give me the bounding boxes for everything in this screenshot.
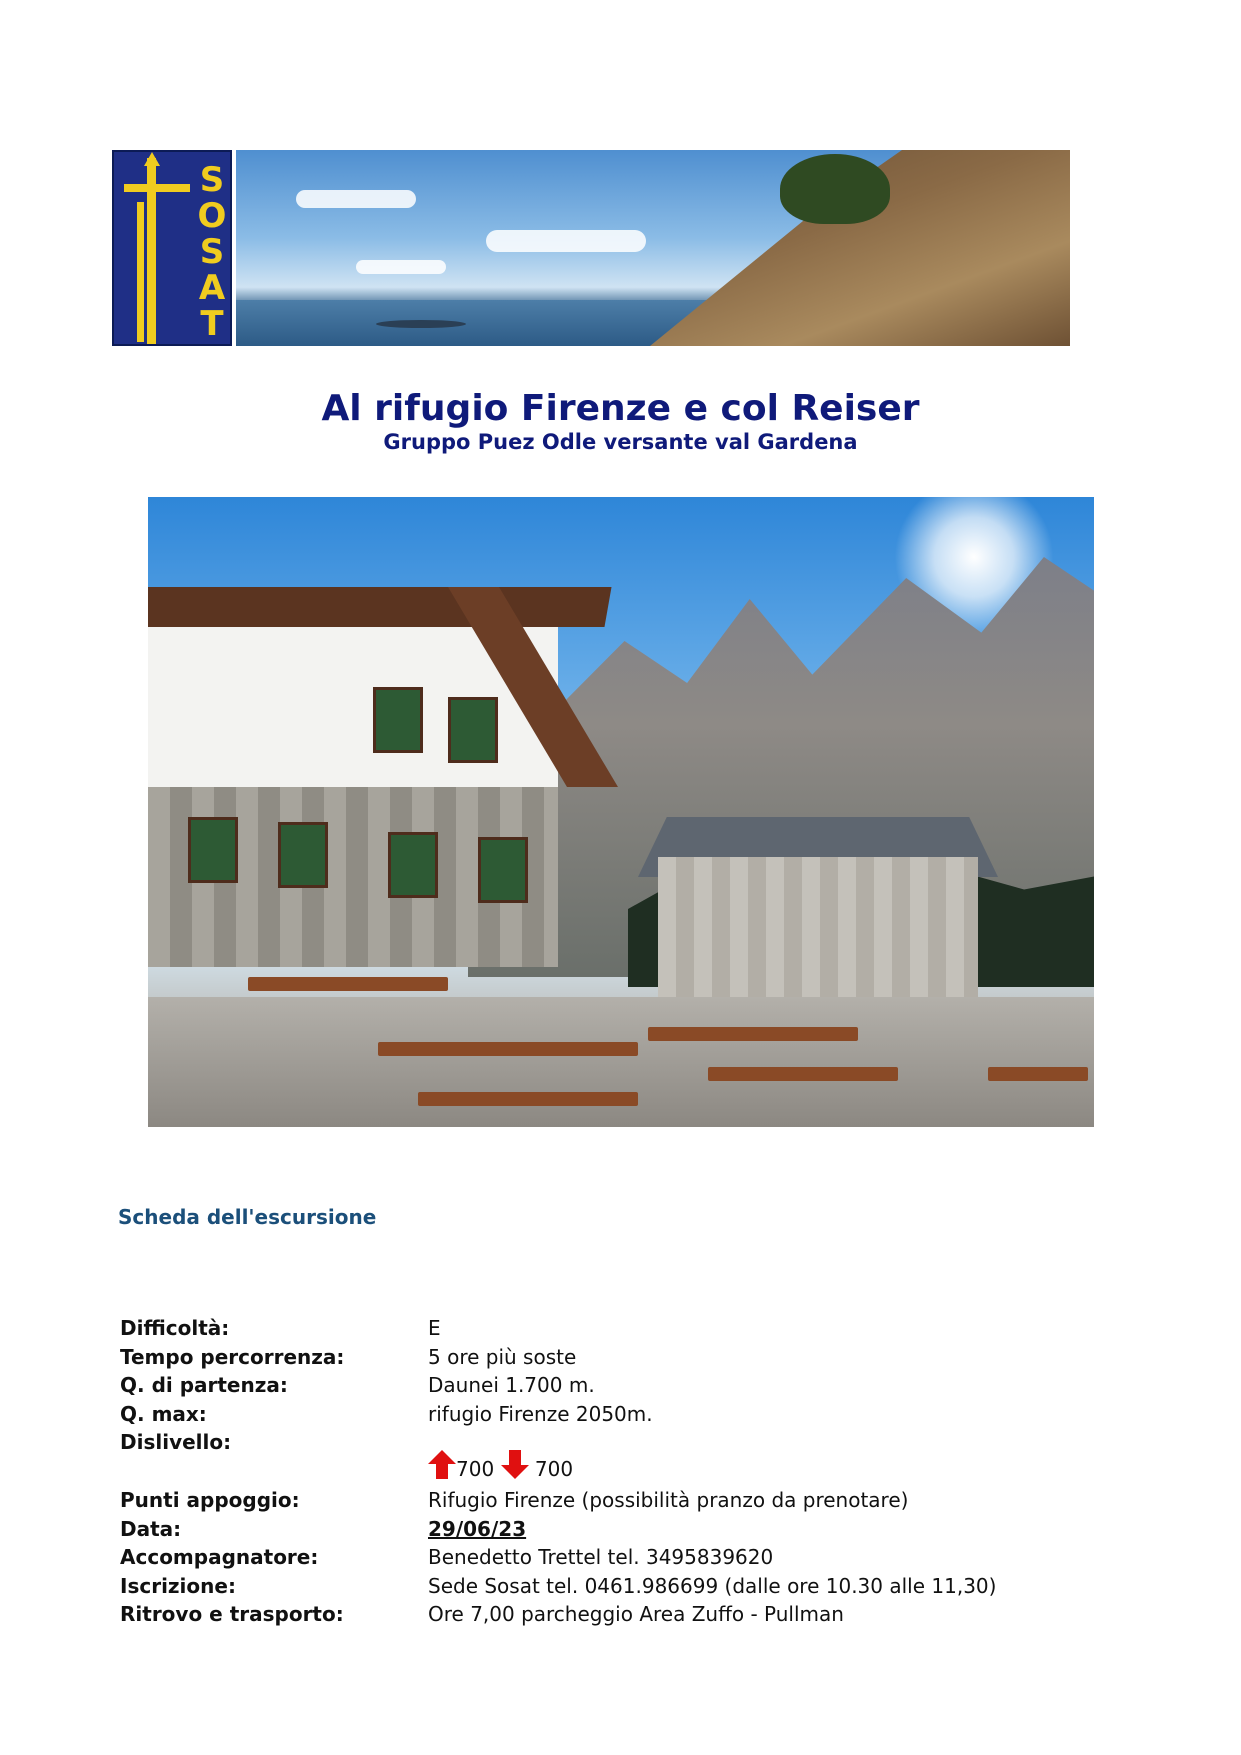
hut-roof bbox=[148, 587, 612, 627]
detail-row-accompagnatore bbox=[120, 1543, 1120, 1572]
detail-label: Difficoltà: bbox=[120, 1316, 230, 1340]
window bbox=[448, 697, 498, 763]
detail-value: 5 ore più soste bbox=[428, 1344, 577, 1369]
ice-axe-shaft-secondary bbox=[137, 202, 144, 342]
header-banner-photo bbox=[236, 150, 1070, 346]
bench bbox=[418, 1092, 638, 1106]
window bbox=[388, 832, 438, 898]
logo-letter: A bbox=[198, 268, 226, 308]
window bbox=[373, 687, 423, 753]
window bbox=[478, 837, 528, 903]
page-subtitle: Gruppo Puez Odle versante val Gardena bbox=[383, 430, 858, 454]
ice-axe-head bbox=[124, 184, 190, 192]
detail-value: Ore 7,00 parcheggio Area Zuffo - Pullman bbox=[428, 1602, 844, 1626]
window bbox=[188, 817, 238, 883]
detail-label: Tempo percorrenza: bbox=[120, 1344, 345, 1369]
cloud bbox=[486, 230, 646, 252]
detail-row-data bbox=[120, 1515, 1120, 1544]
cloud bbox=[356, 260, 446, 274]
logo-letters bbox=[194, 162, 230, 342]
detail-label: Dislivello: bbox=[120, 1430, 232, 1454]
ascent-value: 700 bbox=[456, 1457, 495, 1481]
detail-label: Ritrovo e trasporto: bbox=[120, 1602, 344, 1626]
detail-row-iscrizione bbox=[120, 1572, 1120, 1601]
detail-row-partenza bbox=[120, 1371, 1120, 1400]
detail-value: Sede Sosat tel. 0461.986699 (dalle ore 10.30 alle 11,30) bbox=[428, 1573, 997, 1598]
detail-label: Q. di partenza: bbox=[120, 1373, 288, 1397]
detail-row-max bbox=[120, 1400, 1120, 1429]
section-heading: Scheda dell'escursione bbox=[118, 1205, 377, 1229]
bench bbox=[378, 1042, 638, 1056]
bench bbox=[648, 1027, 858, 1041]
bench bbox=[708, 1067, 898, 1081]
arrow-up-icon bbox=[428, 1450, 456, 1480]
bench bbox=[248, 977, 448, 991]
detail-value: Rifugio Firenze (possibilità pranzo da prenotare) bbox=[428, 1488, 909, 1512]
window bbox=[278, 822, 328, 888]
detail-value: E bbox=[428, 1316, 441, 1340]
detail-label: Iscrizione: bbox=[120, 1573, 236, 1598]
elevation-gain bbox=[428, 1450, 573, 1483]
detail-value: Daunei 1.700 m. bbox=[428, 1373, 595, 1397]
island bbox=[376, 320, 466, 328]
detail-label: Q. max: bbox=[120, 1401, 207, 1426]
page-title: Al rifugio Firenze e col Reiser bbox=[321, 388, 920, 429]
excursion-details bbox=[120, 1314, 1120, 1629]
detail-label: Data: bbox=[120, 1516, 182, 1541]
descent-value: 700 bbox=[534, 1457, 574, 1481]
terrace-ground bbox=[148, 997, 1094, 1127]
small-hut bbox=[658, 857, 978, 1017]
detail-row-dislivello bbox=[120, 1428, 1120, 1486]
detail-value-date: 29/06/23 bbox=[428, 1516, 527, 1541]
detail-row-tempo bbox=[120, 1343, 1120, 1372]
detail-row-ritrovo bbox=[120, 1600, 1120, 1629]
cloud bbox=[296, 190, 416, 208]
detail-label: Accompagnatore: bbox=[120, 1545, 319, 1569]
detail-value: Benedetto Trettel tel. 3495839620 bbox=[428, 1545, 774, 1569]
detail-row-punti bbox=[120, 1486, 1120, 1515]
arrow-down-icon bbox=[501, 1450, 529, 1480]
logo-letter: O bbox=[197, 196, 227, 236]
logo-letter: S bbox=[199, 232, 225, 272]
sosat-logo bbox=[112, 150, 232, 346]
rifugio-photo bbox=[148, 497, 1094, 1127]
logo-letter: T bbox=[200, 304, 224, 344]
bench bbox=[988, 1067, 1088, 1081]
detail-label: Punti appoggio: bbox=[120, 1488, 300, 1512]
detail-value: rifugio Firenze 2050m. bbox=[428, 1401, 653, 1426]
logo-letter: S bbox=[199, 160, 225, 200]
tree bbox=[780, 154, 890, 224]
detail-row-difficolta bbox=[120, 1314, 1120, 1343]
